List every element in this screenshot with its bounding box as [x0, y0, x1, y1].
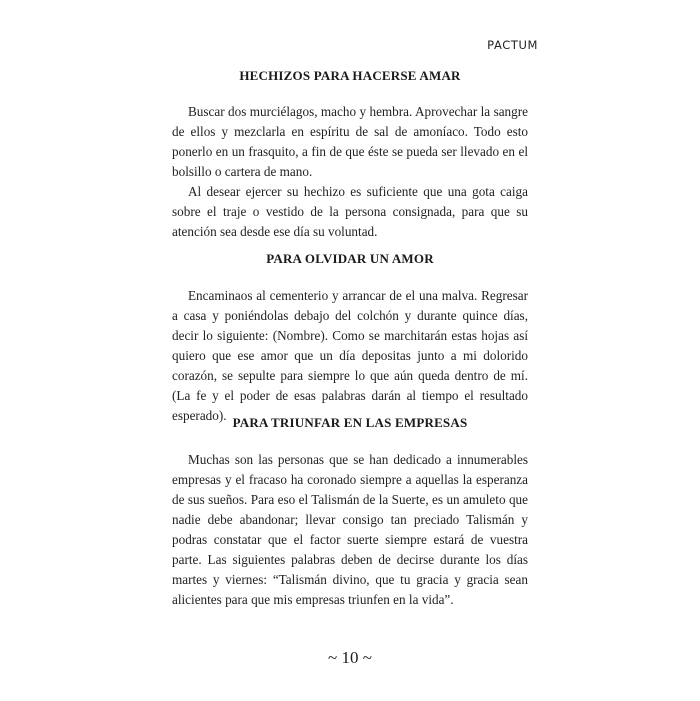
- paragraph: Al desear ejercer su hechizo es suficiente que una gota caiga sobre el traje o vestido de la persona consignada, para que su atención sea desde ese día su voluntad.: [172, 184, 528, 239]
- section-body-hechizos: [172, 102, 528, 242]
- paragraph: Encaminaos al cementerio y arrancar de el una malva. Regresar a casa y poniéndolas debajo del colchón y durante quince días, decir lo siguiente: (Nombre). Como se marchitarán estas hojas así quiero que ese amor que un día depositas junto a mi dolorido corazón, se sepulte para siempre lo que aún queda dentro de mí. (La fe y el poder de esas palabras darán al tiempo el resultado esperado).: [172, 288, 528, 423]
- section-title-hechizos: HECHIZOS PARA HACERSE AMAR: [239, 68, 461, 83]
- running-header: PACTUM: [487, 38, 538, 52]
- section-title-triunfar: PARA TRIUNFAR EN LAS EMPRESAS: [232, 415, 468, 430]
- paragraph: Buscar dos murciélagos, macho y hembra. Aprovechar la sangre de ellos y mezclarla en espíritu de sal de amoníaco. Todo esto ponerlo en un frasquito, a fin de que éste se pueda ser llevado en el bolsillo o cartera de mano.: [172, 104, 528, 179]
- page-number: ~ 10 ~: [328, 648, 372, 667]
- section-title-olvidar: PARA OLVIDAR UN AMOR: [266, 251, 434, 266]
- section-body-triunfar: [172, 450, 528, 610]
- section-body-olvidar: [172, 286, 528, 426]
- paragraph: Muchas son las personas que se han dedicado a innumerables empresas y el fracaso ha coronado siempre a aquellas la esperanza de sus sueños. Para eso el Talismán de la Suerte, es un amuleto que nadie debe abandonar; llevar consigo tan preciado Talismán y podras constatar que el factor suerte siempre estará de vuestra parte. Las siguientes palabras deben de decirse durante los días martes y viernes: “Talismán divino, que tu gracia y gracia sean alicientes para que mis empresas triunfen en la vida”.: [172, 452, 528, 607]
